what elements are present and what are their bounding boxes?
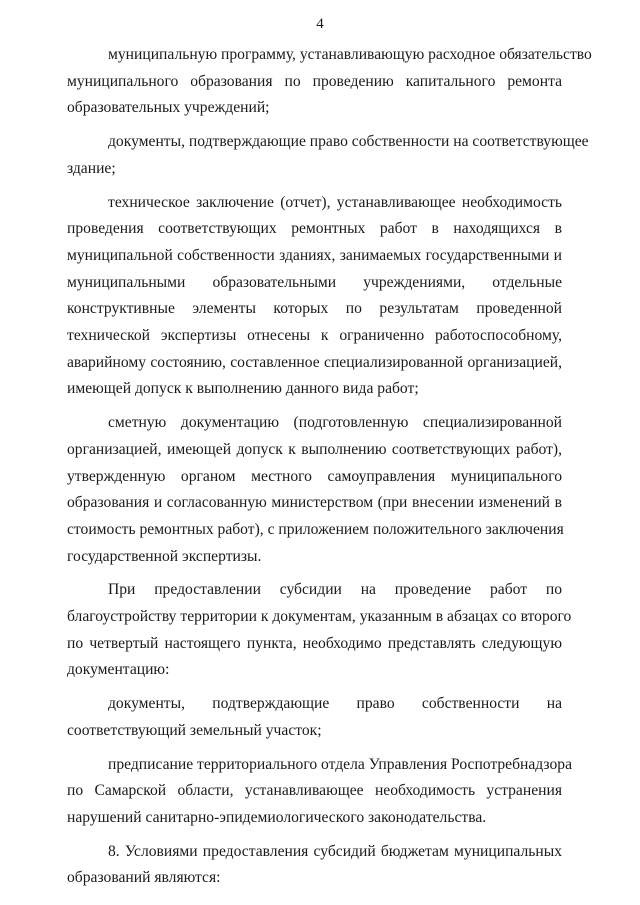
text-line: техническое заключение (отчет), устанавливающее необходимость xyxy=(108,193,562,211)
text-line: соответствующий земельный участок; xyxy=(67,721,322,739)
text-line: муниципального образования по проведению капитального ремонта xyxy=(67,72,562,90)
text-line: 8. Условиями предоставления субсидий бюджетам муниципальных xyxy=(108,842,562,860)
text-line: государственной экспертизы. xyxy=(67,547,262,565)
paragraph-technical-conclusion xyxy=(67,190,562,404)
text-line: образования и согласованную министерством (при внесении изменений в xyxy=(67,494,562,512)
paragraph-land-ownership xyxy=(67,691,562,744)
text-line: образований являются: xyxy=(67,869,221,887)
text-line: муниципальной собственности зданиях, занимаемых государственными и xyxy=(67,246,562,264)
text-line: здание; xyxy=(67,159,116,177)
text-line: организацией, имеющей допуск к выполнению соответствующих работ), xyxy=(67,440,562,458)
document-body xyxy=(67,42,592,899)
text-line: образовательных учреждений; xyxy=(67,99,270,117)
text-line: стоимость ремонтных работ), с приложением положительного заключения xyxy=(67,520,564,538)
text-line: технической экспертизы отнесены к ограниченно работоспособному, xyxy=(67,327,562,345)
text-line: утвержденную органом местного самоуправления муниципального xyxy=(67,467,562,485)
text-line: муниципальную программу, устанавливающую расходное обязательство xyxy=(108,46,592,63)
text-line: документы, подтверждающие право собственности на xyxy=(108,695,562,713)
paragraph-landscaping-subsidy xyxy=(67,577,572,684)
text-line: по четвертый настоящего пункта, необходимо представлять следующую xyxy=(67,634,562,652)
text-line: по Самарской области, устанавливающее необходимость устранения xyxy=(67,782,562,800)
text-line: При предоставлении субсидии на проведение работ по xyxy=(108,581,562,599)
text-line: проведения соответствующих ремонтных работ в находящихся в xyxy=(67,220,562,238)
paragraph-municipal-program xyxy=(67,42,592,122)
paragraph-subsidy-conditions xyxy=(67,839,562,892)
text-line: благоустройству территории к документам, указанным в абзацах со второго xyxy=(67,608,572,626)
text-line: сметную документацию (подготовленную специализированной xyxy=(108,414,562,432)
paragraph-ownership-documents xyxy=(67,129,589,182)
page-number: 4 xyxy=(316,16,324,32)
text-line: аварийному состоянию, составленное специализированной организацией, xyxy=(67,353,562,371)
text-line: нарушений санитарно-эпидемиологического законодательства. xyxy=(67,808,487,826)
paragraph-rospotrebnadzor-order xyxy=(67,752,573,832)
paragraph-estimate-documentation xyxy=(67,410,562,570)
text-line: муниципальными образовательными учреждениями, отдельные xyxy=(67,273,562,291)
text-line: документы, подтверждающие право собственности на соответствующее xyxy=(108,133,589,151)
text-line: имеющей допуск к выполнению данного вида работ; xyxy=(67,380,419,398)
text-line: конструктивные элементы которых по результатам проведенной xyxy=(67,300,562,318)
text-line: предписание территориального отдела Управления Роспотребнадзора xyxy=(108,755,573,773)
text-line: документацию: xyxy=(67,661,170,679)
